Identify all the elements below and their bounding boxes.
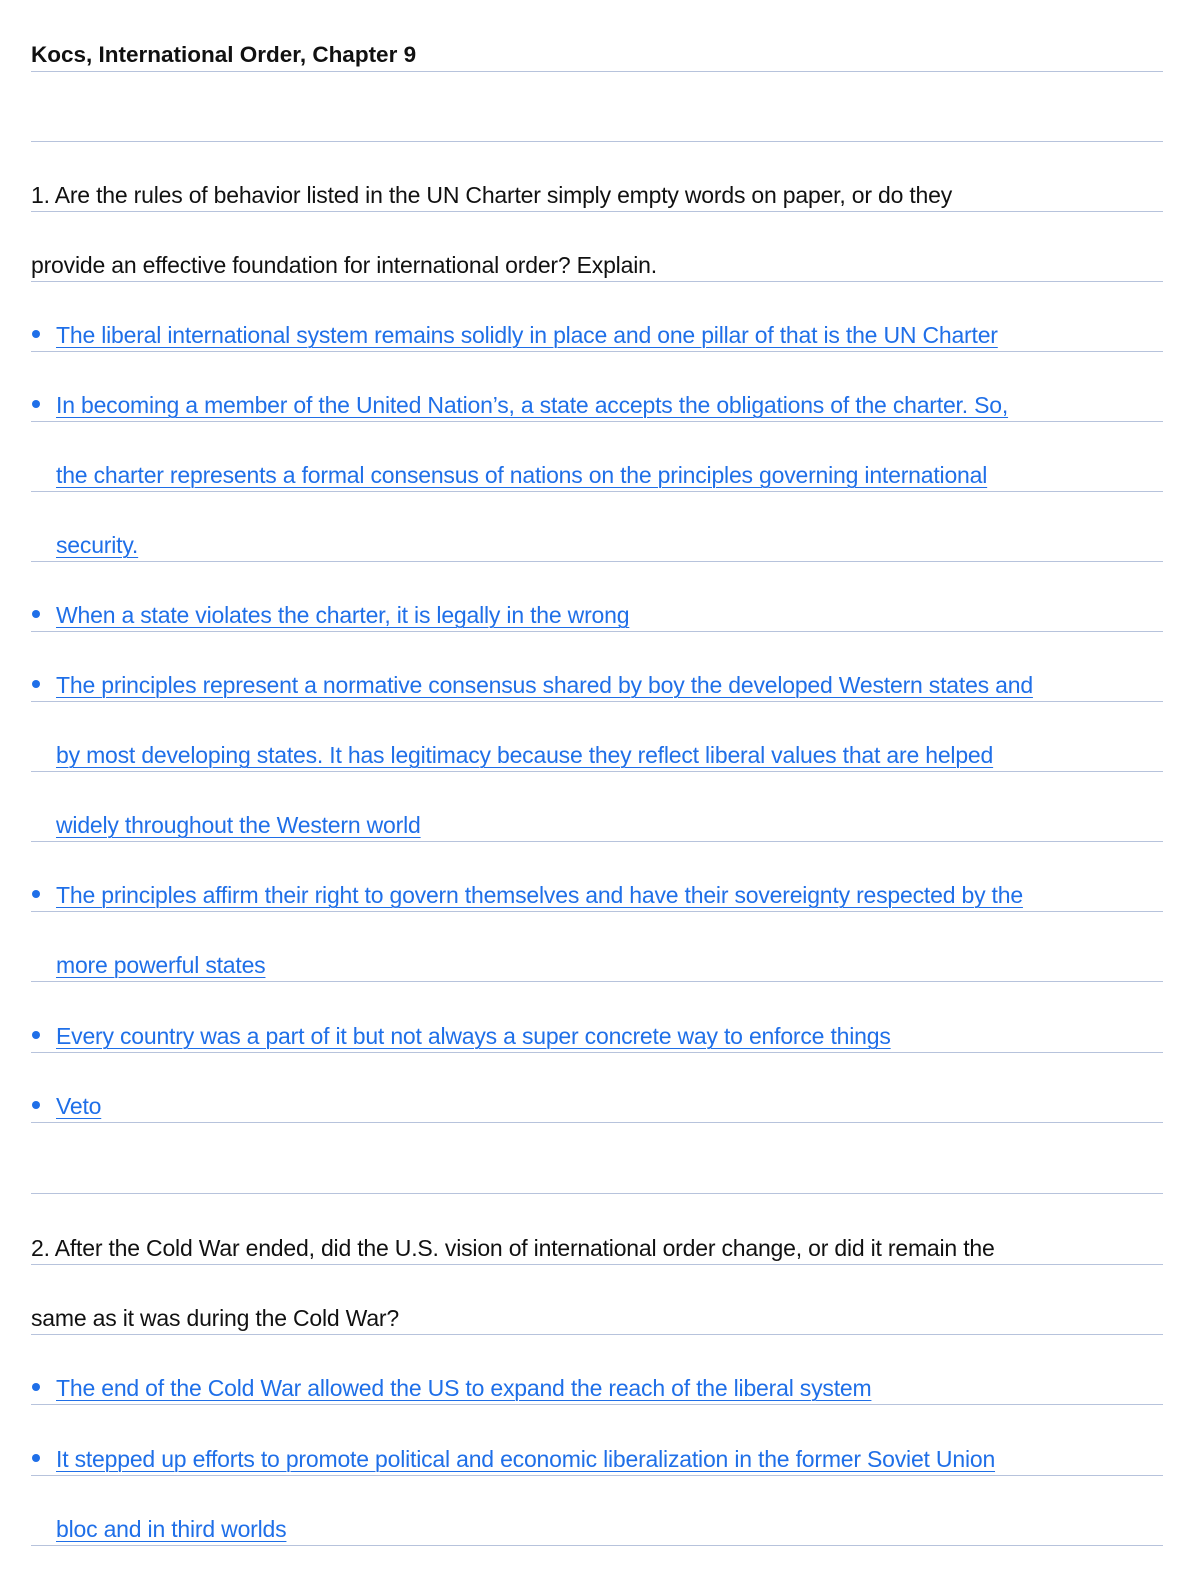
bullet-icon (32, 1383, 40, 1391)
answer-text: It stepped up efforts to promote political and economic liberalization in the former Soviet Union (56, 1446, 996, 1472)
answer-line (31, 422, 1163, 492)
answer-line (31, 492, 1163, 562)
bullet-icon (32, 1101, 40, 1109)
answer-line (31, 352, 1163, 422)
answer-text: When a state violates the charter, it is legally in the wrong (56, 602, 630, 628)
answer-text: Every country was a part of it but not always a super concrete way to enforce things (56, 1023, 891, 1049)
answer-text: Veto (56, 1093, 102, 1119)
question-1-text-cont: provide an effective foundation for international order? Explain. (31, 252, 657, 278)
blank-line (31, 72, 1163, 142)
question-2-text-cont: same as it was during the Cold War? (31, 1305, 399, 1331)
answer-line (31, 912, 1163, 982)
answer-text-cont: security. (56, 532, 139, 558)
bullet-icon (32, 1454, 40, 1462)
answer-text-cont: widely throughout the Western world (56, 812, 421, 838)
answer-text-cont: bloc and in third worlds (56, 1516, 287, 1542)
answer-text: The principles affirm their right to govern themselves and have their sovereignty respected by the (56, 882, 1023, 908)
answer-text-cont: more powerful states (56, 952, 266, 978)
bullet-icon (32, 1031, 40, 1039)
answer-line (31, 282, 1163, 352)
answer-text: The liberal international system remains solidly in place and one pillar of that is the UN Charter (56, 322, 998, 348)
answer-line (31, 1053, 1163, 1123)
bullet-icon (32, 680, 40, 688)
answer-text-cont: by most developing states. It has legitimacy because they reflect liberal values that are helped (56, 742, 994, 768)
answer-line (31, 562, 1163, 632)
question-1-line-2 (31, 212, 1163, 282)
blank-line (31, 1124, 1163, 1194)
bullet-icon (32, 610, 40, 618)
bullet-icon (32, 400, 40, 408)
question-1-text: 1. Are the rules of behavior listed in the UN Charter simply empty words on paper, or do they (31, 182, 953, 208)
question-2-line-1 (31, 1195, 1163, 1265)
answer-line (31, 632, 1163, 702)
answer-line (31, 1406, 1163, 1476)
answer-line (31, 983, 1163, 1053)
title-line (31, 2, 1163, 72)
bullet-icon (32, 890, 40, 898)
answer-line (31, 842, 1163, 912)
question-2-line-2 (31, 1265, 1163, 1335)
answer-text: The principles represent a normative consensus shared by boy the developed Western states and (56, 672, 1033, 698)
answer-text: In becoming a member of the United Nation’s, a state accepts the obligations of the charter. So, (56, 392, 1009, 418)
bullet-icon (32, 330, 40, 338)
question-2-text: 2. After the Cold War ended, did the U.S. vision of international order change, or did it remain the (31, 1235, 995, 1261)
answer-line (31, 1476, 1163, 1546)
answer-line (31, 702, 1163, 772)
document-title: Kocs, International Order, Chapter 9 (31, 42, 417, 67)
answer-text-cont: the charter represents a formal consensus of nations on the principles governing international (56, 462, 988, 488)
answer-text: The end of the Cold War allowed the US to expand the reach of the liberal system (56, 1375, 872, 1401)
question-1-line-1 (31, 142, 1163, 212)
answer-line (31, 772, 1163, 842)
answer-line (31, 1335, 1163, 1405)
